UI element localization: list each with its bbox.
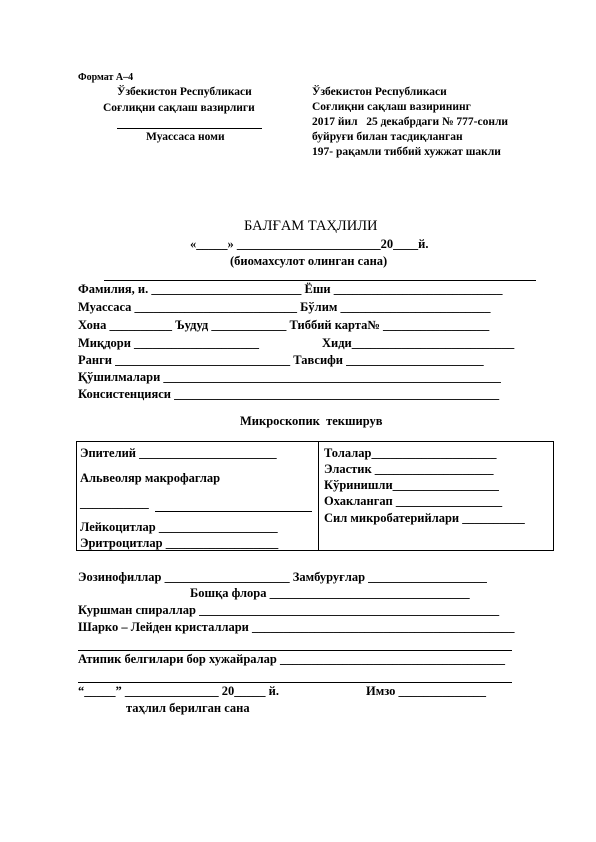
format-code: Формат А–4 xyxy=(78,72,134,83)
blank-line-2 xyxy=(78,682,512,683)
micro-blank: ___________ xyxy=(80,496,149,510)
field-row-surname-age: Фамилия, и. ________________________ Ёши ___________________________ xyxy=(78,282,503,296)
sample-date-line: «_____» _______________________20____й. xyxy=(190,237,429,251)
field-row-room-region-card: Хона __________ Ъудуд ____________ Тиббий карта№ _________________ xyxy=(78,318,490,332)
signature-line: Имзо ______________ xyxy=(366,684,487,698)
micro-leukocytes: Лейкоцитлар ___________________ xyxy=(80,520,278,534)
field-charcot-leyden: Шарко – Лейден кристаллари __________________________________________ xyxy=(78,620,515,634)
field-admixtures: Қўшилмалари ______________________________________________________ xyxy=(78,370,501,384)
micro-epithelium: Эпителий ______________________ xyxy=(80,446,277,460)
sample-date-caption: (биомахсулот олинган сана) xyxy=(230,254,388,268)
header-right-line1: Ўзбекистон Республикаси xyxy=(312,86,447,98)
blank-line-1 xyxy=(78,650,512,651)
field-consistency: Консистенцияси ____________________________________________________ xyxy=(78,387,500,401)
analysis-date-caption: таҳлил берилган сана xyxy=(126,701,250,715)
field-row-color-description: Ранги ____________________________ Тавсифи ______________________ xyxy=(78,353,484,367)
micro-coral: Кўринишли_________________ xyxy=(324,478,499,492)
field-curschmann-spirals: Куршман спираллар ________________________________________________ xyxy=(78,603,500,617)
header-left-ministry: Соғлиқни сақлаш вазирлиги xyxy=(103,102,255,114)
institution-name-line xyxy=(117,128,262,129)
microscopic-table-divider xyxy=(318,441,319,551)
micro-blank-line xyxy=(155,511,312,512)
header-right-line5: 197- рақамли тиббий хужжат шакли xyxy=(312,146,501,158)
field-row-eosinophils-fungi: Эозинофиллар ____________________ Замбуруғлар ___________________ xyxy=(78,570,487,584)
field-odor: Хиди__________________________ xyxy=(322,336,515,350)
field-quantity: Миқдори ____________________ xyxy=(78,336,260,350)
micro-fibers: Толалар____________________ xyxy=(324,446,497,460)
micro-calcified: Охаклангап _________________ xyxy=(324,494,503,508)
microscopic-heading: Микроскопик текширув xyxy=(240,414,383,428)
institution-name-caption: Муассаса номи xyxy=(146,131,225,143)
field-other-flora: Бошқа флора ________________________________ xyxy=(190,586,470,600)
page-title: БАЛҒАМ ТАҲЛИЛИ xyxy=(244,218,378,234)
micro-erythrocytes: Эритроцитлар __________________ xyxy=(80,536,279,550)
title-underline xyxy=(104,280,536,281)
field-row-institution-department: Муассаса __________________________ Бўлим ________________________ xyxy=(78,300,491,314)
micro-tb-bacteria: Сил микробатерийлари __________ xyxy=(324,511,525,525)
header-left-republic: Ўзбекистон Республикаси xyxy=(117,86,252,98)
header-right-line4: буйруғи билан тасдиқланган xyxy=(312,131,463,143)
header-right-line3: 2017 йил 25 декабрдаги № 777-сонли xyxy=(312,116,509,128)
analysis-date-line: “_____” _______________ 20_____ й. xyxy=(78,684,279,698)
micro-macrophages: Альвеоляр макрофаглар xyxy=(80,471,221,485)
micro-elastic: Эластик ___________________ xyxy=(324,462,494,476)
field-atypical-cells: Атипик белгилари бор хужайралар ____________________________________ xyxy=(78,652,505,666)
header-right-line2: Соғлиқни сақлаш вазирининг xyxy=(312,101,471,113)
